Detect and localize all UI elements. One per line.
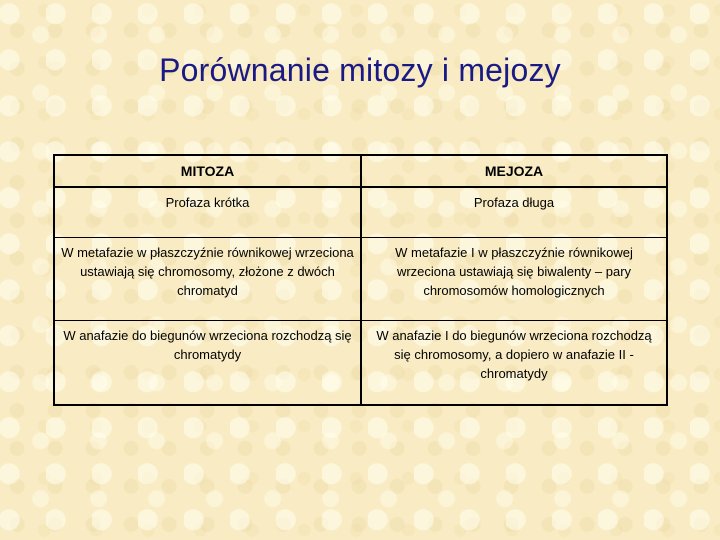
cell-mitoza-anaphase: W anafazie do biegunów wrzeciona rozchodzą się chromatydy xyxy=(54,321,361,406)
table-header-row xyxy=(54,155,667,187)
cell-mejoza-anaphase: W anafazie I do biegunów wrzeciona rozchodzą się chromosomy, a dopiero w anafazie II - chromatydy xyxy=(361,321,667,406)
table-row xyxy=(54,187,667,238)
cell-mejoza-metaphase: W metafazie I w płaszczyźnie równikowej wrzeciona ustawiają się biwalenty – pary chromosomów homologicznych xyxy=(361,238,667,321)
table-row xyxy=(54,321,667,406)
cell-mitoza-metaphase: W metafazie w płaszczyźnie równikowej wrzeciona ustawiają się chromosomy, złożone z dwóch chromatyd xyxy=(54,238,361,321)
slide-title: Porównanie mitozy i mejozy xyxy=(159,52,561,88)
table-row xyxy=(54,238,667,321)
header-mitoza: MITOZA xyxy=(54,155,361,187)
comparison-table xyxy=(53,154,668,406)
header-mejoza: MEJOZA xyxy=(361,155,667,187)
cell-mitoza-prophase: Profaza krótka xyxy=(54,187,361,238)
cell-mejoza-prophase: Profaza długa xyxy=(361,187,667,238)
